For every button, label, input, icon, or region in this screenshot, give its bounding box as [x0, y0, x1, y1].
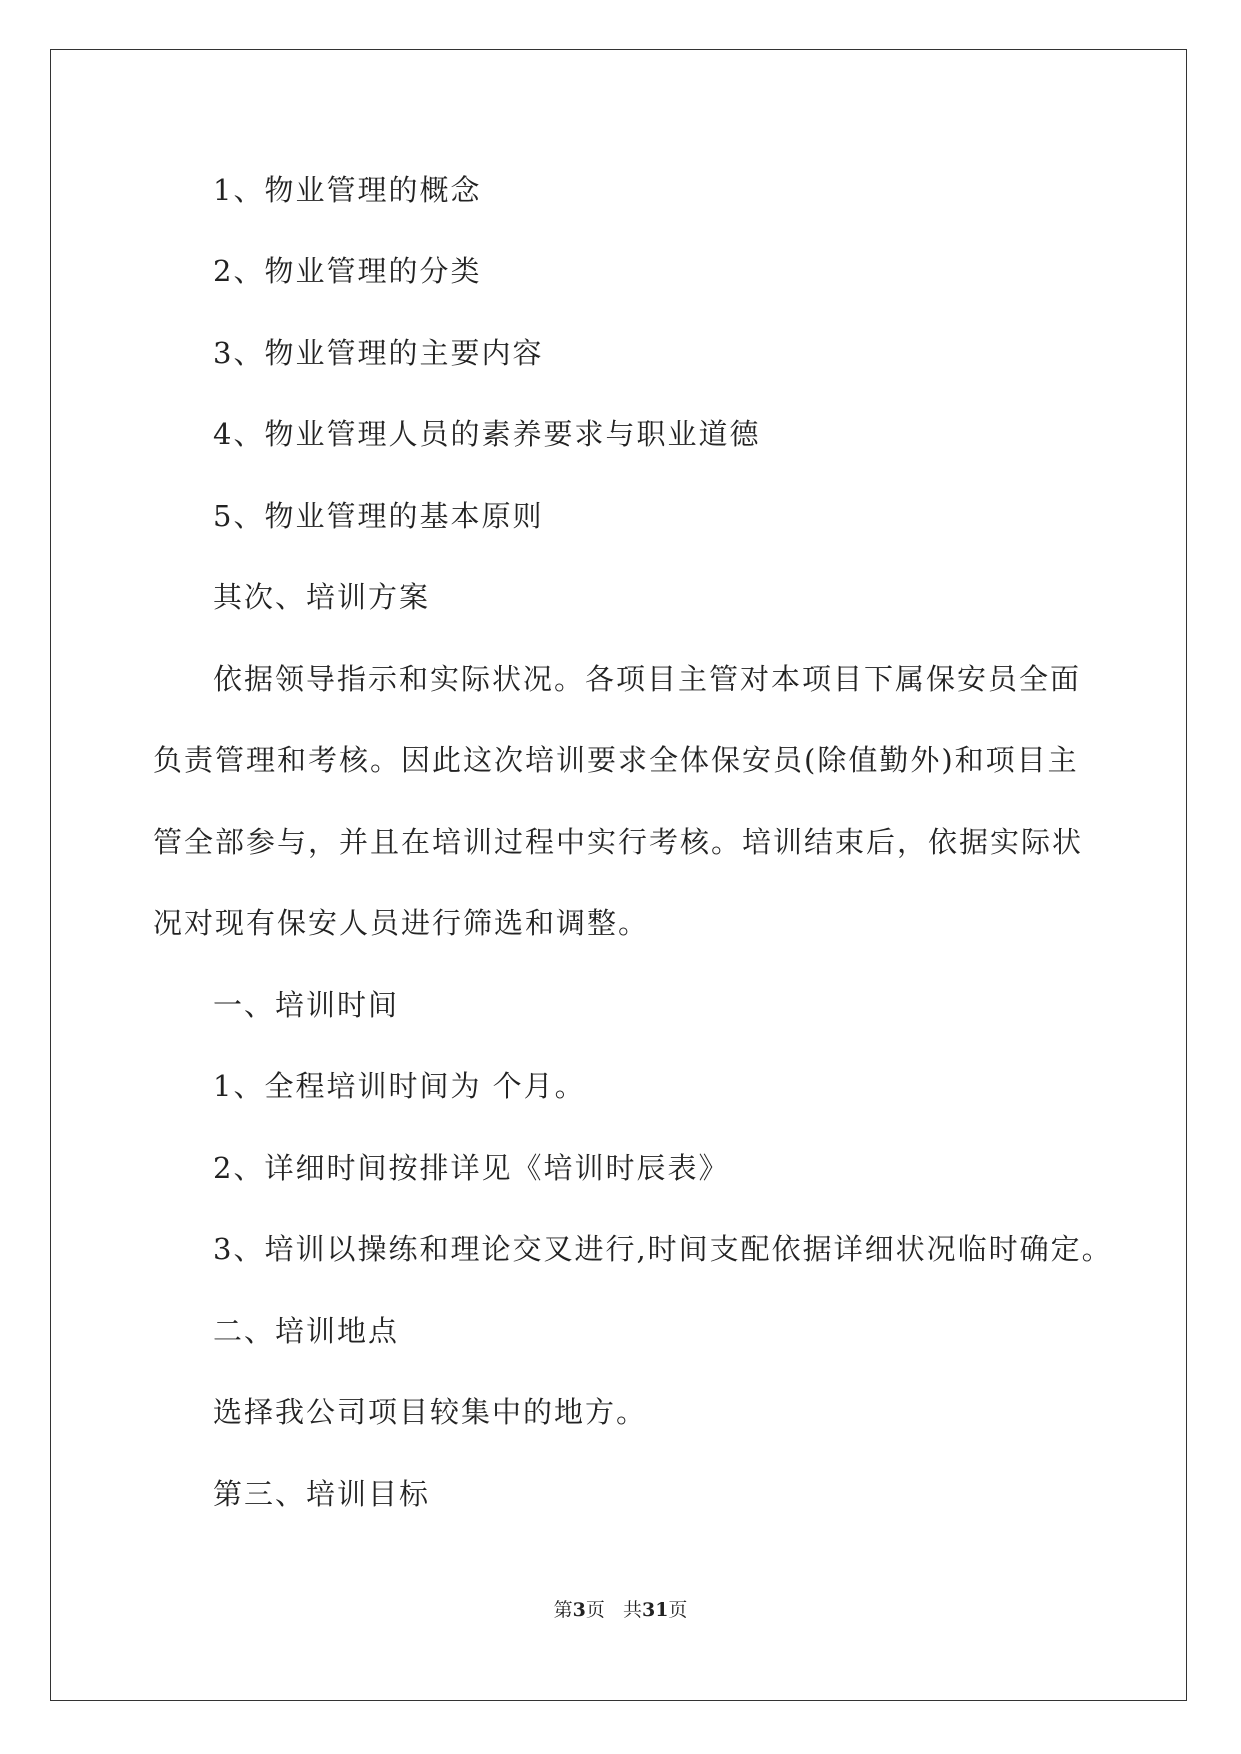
list-item: 1、全程培训时间为 个月。 [213, 1069, 586, 1103]
current-page-number: 3 [572, 1599, 586, 1621]
page-footer [0, 1597, 1241, 1623]
list-item: 3、物业管理的主要内容 [213, 336, 544, 370]
footer-prefix: 第 [553, 1599, 573, 1621]
footer-total-suffix: 页 [668, 1599, 688, 1621]
list-item: 5、物业管理的基本原则 [213, 499, 544, 533]
body-text-line: 管全部参与，并且在培训过程中实行考核。培训结束后，依据实际状 [153, 825, 1084, 859]
footer-page-suffix: 页 [585, 1599, 605, 1621]
section-heading: 第三、培训目标 [213, 1477, 431, 1511]
page-border [50, 49, 1187, 1701]
list-item: 1、物业管理的概念 [213, 173, 482, 207]
section-heading: 其次、培训方案 [213, 580, 431, 614]
list-item: 2、物业管理的分类 [213, 254, 482, 288]
body-text-line: 负责管理和考核。因此这次培训要求全体保安员(除值勤外)和项目主 [153, 743, 1079, 777]
total-page-count: 31 [641, 1599, 669, 1621]
list-item: 3、培训以操练和理论交叉进行,时间支配依据详细状况临时确定。 [213, 1232, 1113, 1266]
section-heading: 一、培训时间 [213, 988, 400, 1022]
body-text-line: 依据领导指示和实际状况。各项目主管对本项目下属保安员全面 [213, 662, 1082, 696]
body-text-line: 选择我公司项目较集中的地方。 [213, 1395, 648, 1429]
list-item: 2、详细时间按排详见《培训时辰表》 [213, 1151, 730, 1185]
body-text-line: 况对现有保安人员进行筛选和调整。 [153, 906, 650, 940]
footer-total-prefix: 共 [622, 1599, 642, 1621]
section-heading: 二、培训地点 [213, 1314, 400, 1348]
list-item: 4、物业管理人员的素养要求与职业道德 [213, 417, 761, 451]
